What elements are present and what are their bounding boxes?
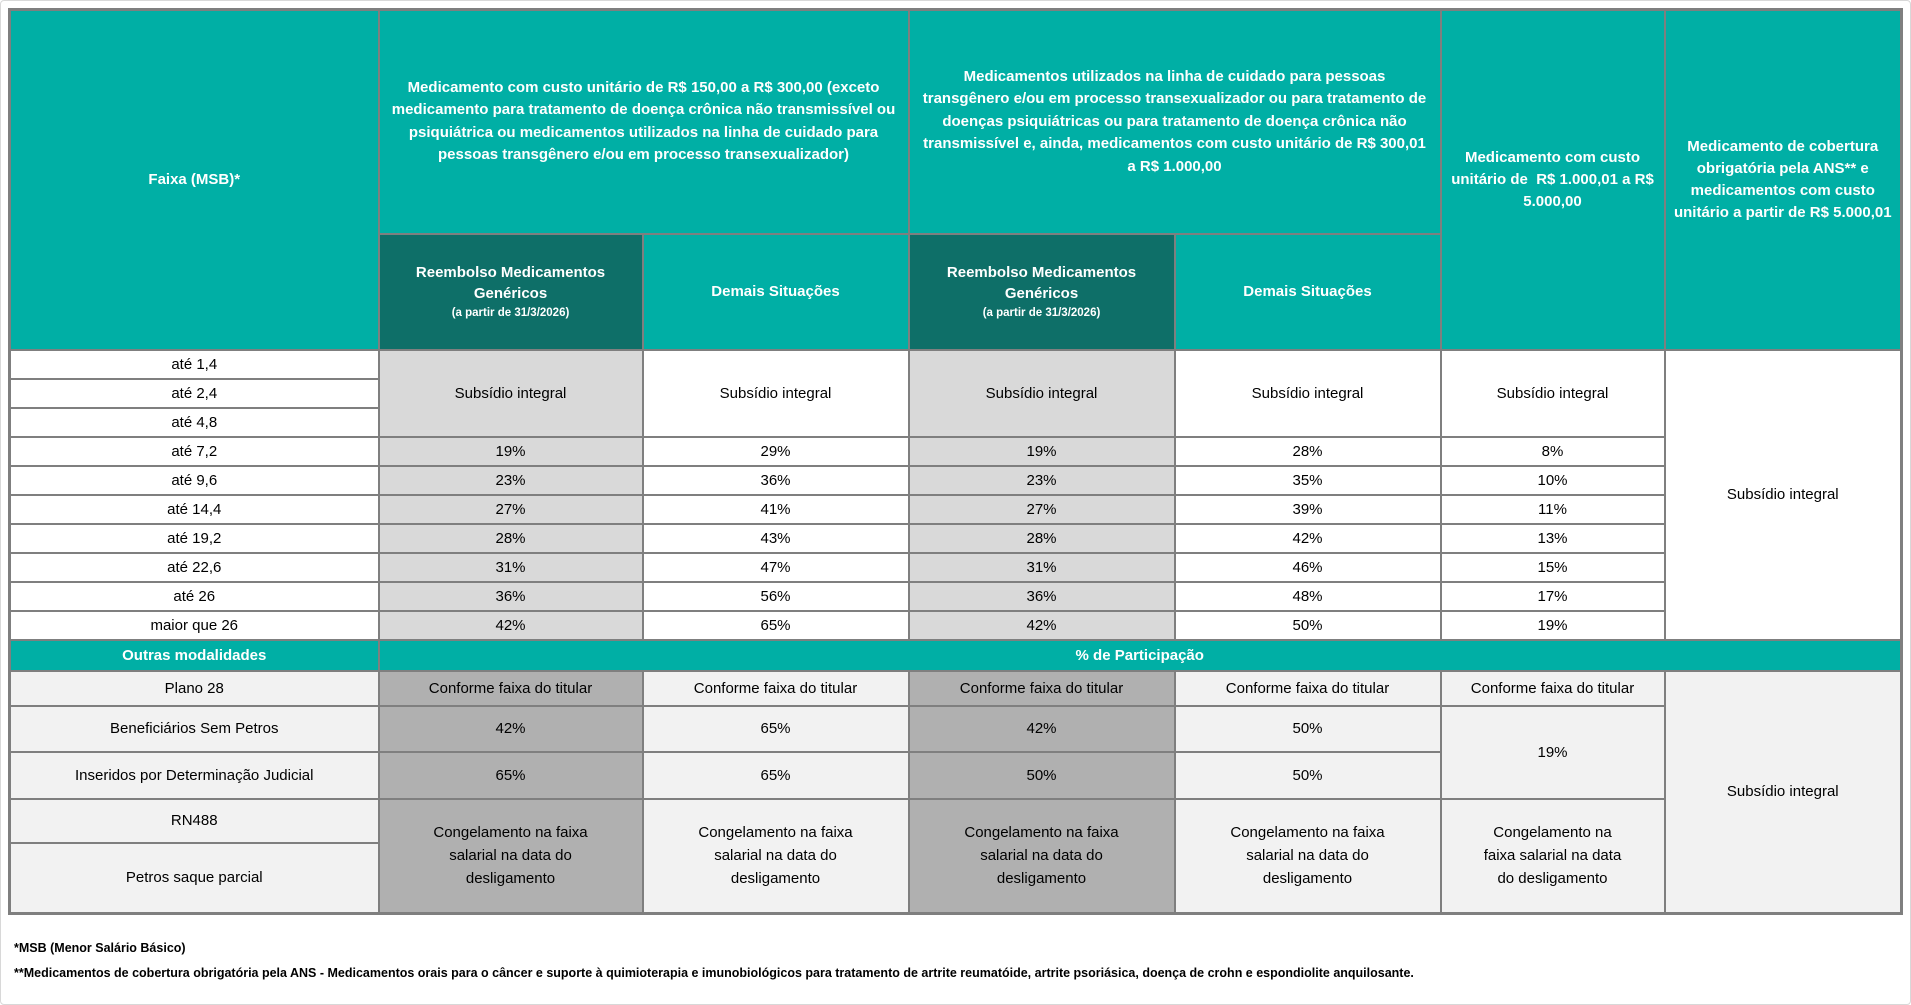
- beneficiarios-row: [10, 706, 1902, 752]
- value-cell: 29%: [643, 437, 909, 466]
- congelamento-cell: Congelamento na faixa salarial na data do desligamento: [909, 799, 1175, 914]
- subheader-demais-situacoes-2: Demais Situações: [1175, 234, 1441, 350]
- value-cell: 19%: [379, 437, 643, 466]
- column-header-group2: Medicamentos utilizados na linha de cuidado para pessoas transgênero e/ou em processo transexualizador ou para tratamento de doenças psiquiátricas ou para tratamento de doença crônica não transmissível e, ainda, medicamentos com custo unitário de R$ 300,01 a R$ 1.000,00: [909, 10, 1441, 234]
- value-cell: Conforme faixa do titular: [379, 671, 643, 706]
- value-cell: 28%: [1175, 437, 1441, 466]
- value-cell: 8%: [1441, 437, 1665, 466]
- footnote-msb: *MSB (Menor Salário Básico): [14, 941, 186, 955]
- value-cell: 36%: [909, 582, 1175, 611]
- congelamento-cell: Congelamento na faixa salarial na data do desligamento: [1441, 799, 1665, 914]
- subheader-note: (a partir de 31/3/2026): [451, 306, 570, 319]
- subheader-reembolso-genericos-2: [909, 234, 1175, 350]
- value-cell: 47%: [643, 553, 909, 582]
- value-cell: 48%: [1175, 582, 1441, 611]
- faixa-row: [10, 495, 1902, 524]
- subheader-title: Reembolso Medicamentos Genéricos: [946, 263, 1137, 302]
- value-cell: 27%: [909, 495, 1175, 524]
- subsidio-integral-merged-upper: Subsídio integral: [1665, 350, 1902, 640]
- congelamento-cell: Congelamento na faixa salarial na data do desligamento: [1175, 799, 1441, 914]
- subsidio-integral-cell: Subsídio integral: [643, 350, 909, 437]
- value-cell: 65%: [379, 752, 643, 799]
- subsidio-integral-cell: Subsídio integral: [1441, 350, 1665, 437]
- subheader-demais-situacoes-1: Demais Situações: [643, 234, 909, 350]
- value-cell: 13%: [1441, 524, 1665, 553]
- modalidade-label: Petros saque parcial: [10, 843, 379, 914]
- faixa-row: [10, 524, 1902, 553]
- value-cell: 65%: [643, 611, 909, 640]
- faixa-label: até 9,6: [10, 466, 379, 495]
- modalidade-label: Plano 28: [10, 671, 379, 706]
- value-cell: 31%: [909, 553, 1175, 582]
- value-cell: 56%: [643, 582, 909, 611]
- plano28-row: [10, 671, 1902, 706]
- faixa-label: até 1,4: [10, 350, 379, 379]
- value-cell: 42%: [909, 611, 1175, 640]
- subsidy-table: [8, 8, 1903, 915]
- value-cell: 23%: [379, 466, 643, 495]
- header-row-groups: [10, 10, 1902, 234]
- faixa-row: [10, 437, 1902, 466]
- value-cell: 17%: [1441, 582, 1665, 611]
- value-cell: 65%: [643, 752, 909, 799]
- value-cell: 10%: [1441, 466, 1665, 495]
- faixa-row: [10, 350, 1902, 379]
- congelamento-cell: Congelamento na faixa salarial na data do desligamento: [643, 799, 909, 914]
- congelamento-cell: Congelamento na faixa salarial na data do desligamento: [379, 799, 643, 914]
- modalidade-label: Inseridos por Determinação Judicial: [10, 752, 379, 799]
- value-cell: 19%: [1441, 611, 1665, 640]
- subheader-title: Reembolso Medicamentos Genéricos: [415, 263, 606, 302]
- faixa-label: até 4,8: [10, 408, 379, 437]
- column-header-1000-5000: Medicamento com custo unitário de R$ 1.000,01 a R$ 5.000,00: [1441, 10, 1665, 350]
- column-header-faixa: Faixa (MSB)*: [10, 10, 379, 350]
- modalidade-label: Beneficiários Sem Petros: [10, 706, 379, 752]
- subsidio-integral-cell: Subsídio integral: [1175, 350, 1441, 437]
- value-cell: 65%: [643, 706, 909, 752]
- faixa-row: [10, 582, 1902, 611]
- value-cell: 31%: [379, 553, 643, 582]
- value-cell: 39%: [1175, 495, 1441, 524]
- value-cell: 46%: [1175, 553, 1441, 582]
- value-cell: 19%: [909, 437, 1175, 466]
- value-cell: Conforme faixa do titular: [643, 671, 909, 706]
- faixa-row: [10, 466, 1902, 495]
- value-cell: 50%: [1175, 752, 1441, 799]
- modalidade-label: RN488: [10, 799, 379, 843]
- rn488-row: [10, 799, 1902, 843]
- subheader-reembolso-genericos-1: [379, 234, 643, 350]
- value-cell: 42%: [379, 611, 643, 640]
- value-cell: 42%: [379, 706, 643, 752]
- value-cell: 50%: [1175, 611, 1441, 640]
- participacao-title: % de Participação: [379, 640, 1902, 671]
- faixa-label: até 26: [10, 582, 379, 611]
- subheader-note: (a partir de 31/3/2026): [982, 306, 1101, 319]
- value-cell: 50%: [909, 752, 1175, 799]
- value-cell: Conforme faixa do titular: [909, 671, 1175, 706]
- value-cell: 11%: [1441, 495, 1665, 524]
- value-cell: 27%: [379, 495, 643, 524]
- subsidio-integral-cell: Subsídio integral: [909, 350, 1175, 437]
- value-cell: 23%: [909, 466, 1175, 495]
- outras-modalidades-title: Outras modalidades: [10, 640, 379, 671]
- faixa-label: até 7,2: [10, 437, 379, 466]
- footnote-ans: **Medicamentos de cobertura obrigatória pela ANS - Medicamentos orais para o câncer e suporte à quimioterapia e imunobiológicos para tratamento de artrite reumatóide, artrite psoriásica, doença de crohn e espondiolite anquilosante.: [14, 966, 1414, 980]
- value-cell: 36%: [643, 466, 909, 495]
- faixa-label: até 19,2: [10, 524, 379, 553]
- column-header-ans: Medicamento de cobertura obrigatória pela ANS** e medicamentos com custo unitário a partir de R$ 5.000,01: [1665, 10, 1902, 350]
- faixa-row: [10, 611, 1902, 640]
- value-cell: 36%: [379, 582, 643, 611]
- merged-19-cell: 19%: [1441, 706, 1665, 799]
- faixa-label: maior que 26: [10, 611, 379, 640]
- subsidio-integral-merged-lower: Subsídio integral: [1665, 671, 1902, 914]
- value-cell: 42%: [1175, 524, 1441, 553]
- faixa-row: [10, 553, 1902, 582]
- value-cell: 50%: [1175, 706, 1441, 752]
- value-cell: 35%: [1175, 466, 1441, 495]
- column-header-group1: Medicamento com custo unitário de R$ 150,00 a R$ 300,00 (exceto medicamento para tratamento de doença crônica não transmissível ou psiquiátrica ou medicamentos utilizados na linha de cuidado para pessoas transgênero e/ou em processo transexualizador): [379, 10, 909, 234]
- value-cell: Conforme faixa do titular: [1441, 671, 1665, 706]
- value-cell: 28%: [379, 524, 643, 553]
- value-cell: 42%: [909, 706, 1175, 752]
- value-cell: Conforme faixa do titular: [1175, 671, 1441, 706]
- faixa-label: até 14,4: [10, 495, 379, 524]
- value-cell: 28%: [909, 524, 1175, 553]
- faixa-label: até 22,6: [10, 553, 379, 582]
- value-cell: 41%: [643, 495, 909, 524]
- outras-modalidades-band: [10, 640, 1902, 671]
- value-cell: 15%: [1441, 553, 1665, 582]
- faixa-label: até 2,4: [10, 379, 379, 408]
- value-cell: 43%: [643, 524, 909, 553]
- footnotes: [8, 915, 1903, 980]
- subsidio-integral-cell: Subsídio integral: [379, 350, 643, 437]
